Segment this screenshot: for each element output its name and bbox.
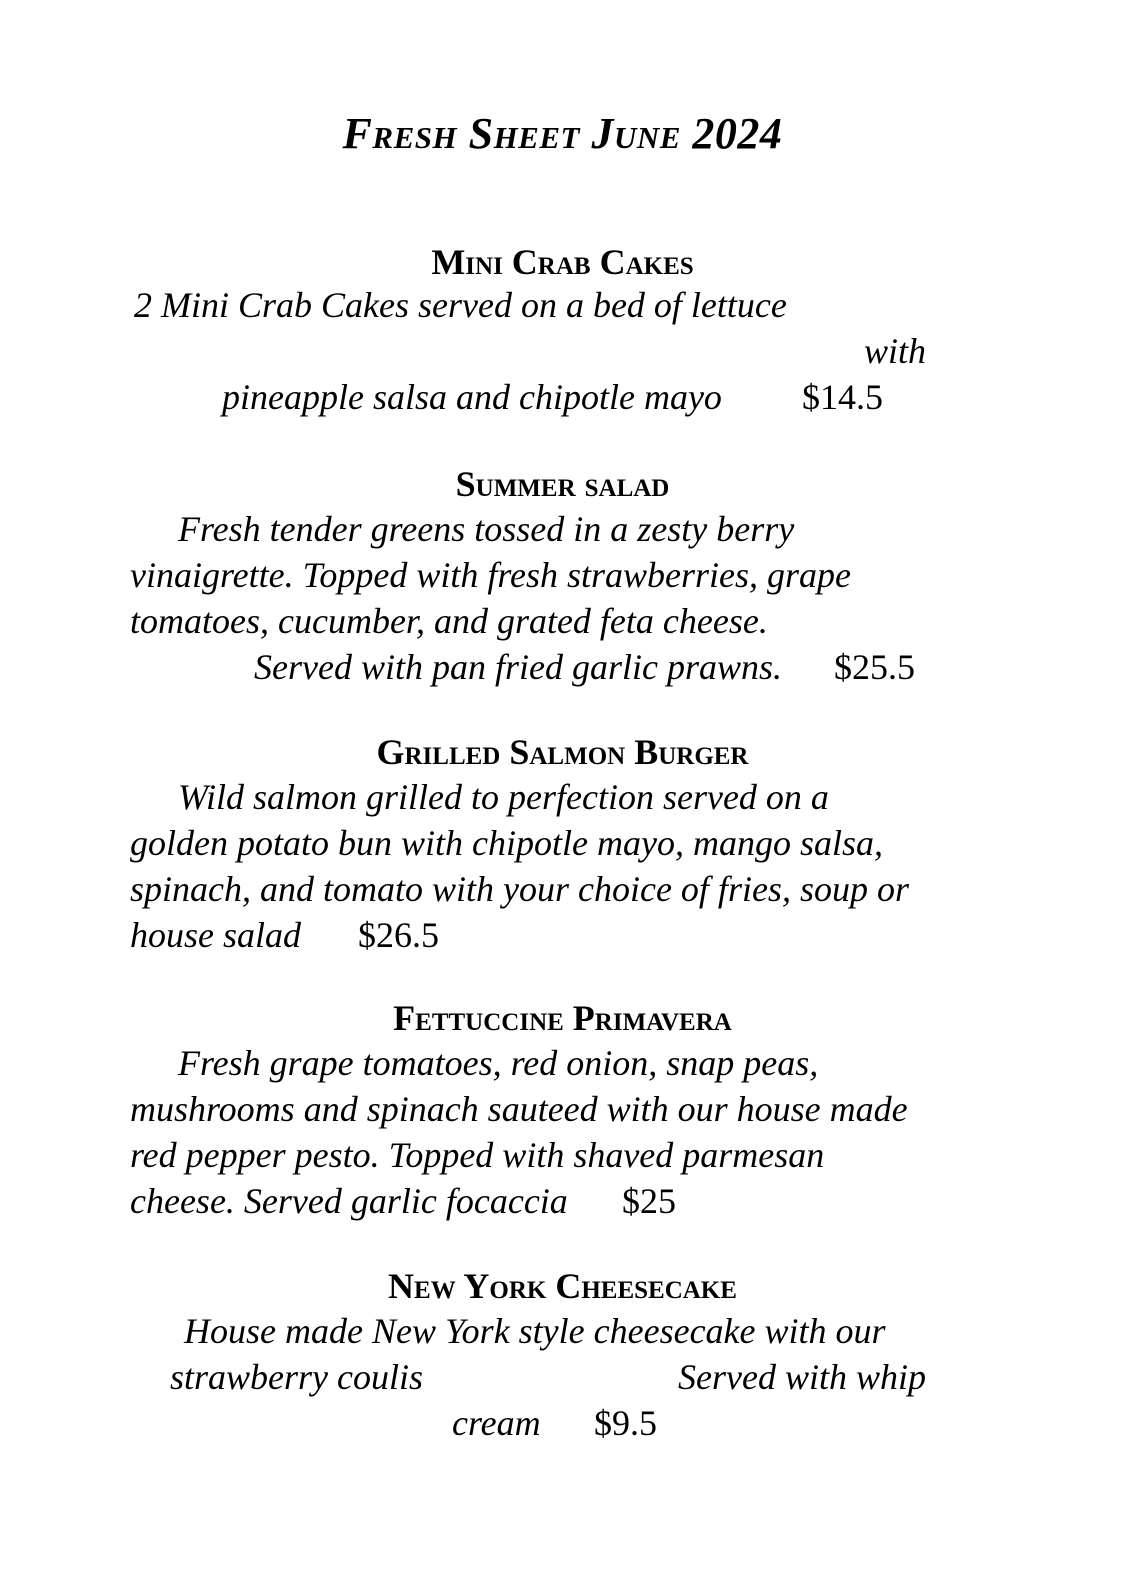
item-price: $26.5 [358, 915, 439, 955]
page-title: Fresh Sheet June 2024 [342, 109, 783, 158]
item-description-line: pineapple salsa and chipotle mayo [222, 377, 722, 417]
item-description-line: cream [452, 1403, 541, 1443]
item-description-line: with [864, 331, 927, 371]
item-heading-summer-salad: Summer salad [455, 464, 670, 504]
item-description-line: Wild salmon grilled to perfection served on a [178, 777, 829, 817]
item-price: $25.5 [834, 647, 915, 687]
item-description-line: spinach, and tomato with your choice of fries, soup or [130, 869, 909, 909]
item-heading-fettuccine-primavera: Fettuccine Primavera [393, 998, 732, 1038]
item-price: $14.5 [802, 377, 883, 417]
item-description-line: golden potato bun with chipotle mayo, mango salsa, [130, 823, 883, 863]
item-description-line: house salad [130, 915, 301, 955]
item-heading-mini-crab-cakes: Mini Crab Cakes [431, 242, 694, 282]
item-description-line: cheese. Served garlic focaccia [130, 1181, 568, 1221]
item-description-line: vinaigrette. Topped with fresh strawberries, grape [130, 555, 852, 595]
item-description-line: Served with pan fried garlic prawns. [254, 647, 782, 687]
item-description-line: Fresh grape tomatoes, red onion, snap peas, [178, 1043, 819, 1083]
item-description-line: tomatoes, cucumber, and grated feta cheese. [130, 601, 768, 641]
item-description-line: mushrooms and spinach sauteed with our house made [130, 1089, 908, 1129]
item-heading-new-york-cheesecake: New York Cheesecake [388, 1266, 737, 1306]
item-description-line: strawberry coulis [170, 1357, 424, 1397]
item-description-line: House made New York style cheesecake with our [184, 1311, 886, 1351]
item-description-line: red pepper pesto. Topped with shaved parmesan [130, 1135, 825, 1175]
item-description-line: Served with whip [678, 1357, 926, 1397]
item-description-line: 2 Mini Crab Cakes served on a bed of lettuce [134, 285, 787, 325]
item-price: $25 [622, 1181, 676, 1221]
item-heading-grilled-salmon-burger: Grilled Salmon Burger [376, 732, 749, 772]
item-description-line: Fresh tender greens tossed in a zesty berry [178, 509, 795, 549]
item-price: $9.5 [594, 1403, 657, 1443]
